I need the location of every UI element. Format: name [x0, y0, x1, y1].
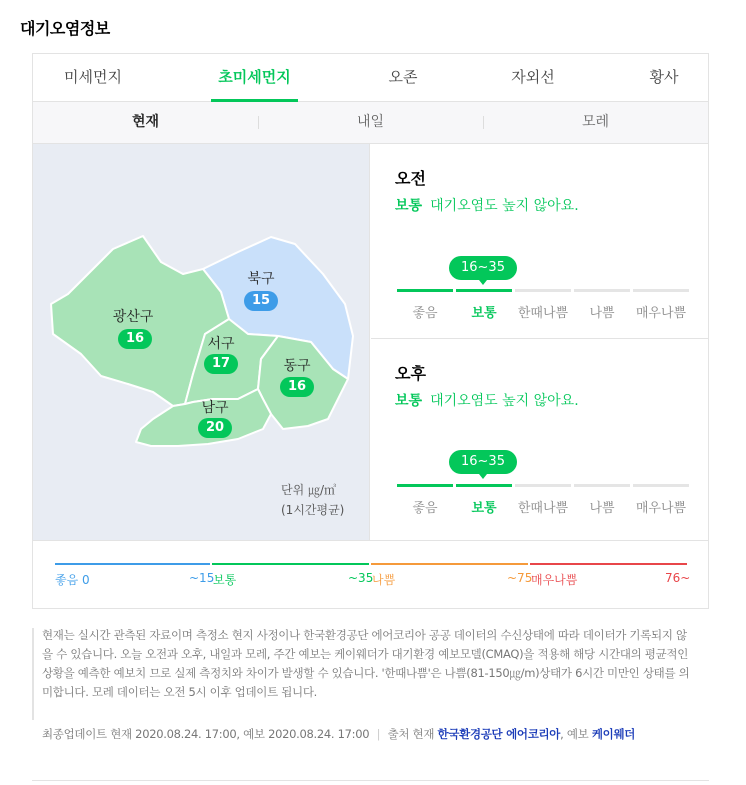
scale-segment-normal [212, 563, 369, 565]
level-bar-normal [456, 289, 512, 292]
scale-label-bad: 나쁨 [372, 573, 396, 587]
tab-ozone[interactable]: 오존 [388, 68, 418, 86]
update-info [42, 725, 682, 744]
status-message: 대기오염도 높지 않아요. [430, 393, 579, 409]
unit-average-text: (1시간평균) [281, 503, 345, 517]
level-bar-bad [574, 484, 630, 487]
district-name-gwangsan: 광산구 [112, 309, 154, 325]
level-bar-sometimes-bad [515, 484, 571, 487]
level-bar-normal [456, 484, 512, 487]
scale-label-good-end: ~15 [189, 571, 215, 585]
district-name-donggu: 동구 [283, 358, 311, 374]
day-tabs [33, 102, 708, 144]
level-label: 한때나쁨 [517, 501, 569, 516]
tab-day-after[interactable]: 모레 [581, 114, 610, 130]
update-timestamp: 최종업데이트 현재 2020.08.24. 17:00, 예보 2020.08.24. 17:00 [42, 727, 370, 741]
scale-label-normal-end: ~35 [348, 571, 374, 585]
level-label: 나쁨 [589, 501, 615, 516]
level-label: 좋음 [412, 501, 438, 516]
source-kweather-link[interactable]: 케이웨더 [591, 727, 636, 741]
unit-text: 단위 ㎍/㎥ [281, 483, 337, 497]
district-badge-gwangsan[interactable]: 16 [118, 329, 152, 349]
level-label-active: 보통 [471, 501, 497, 516]
level-label: 매우나쁨 [635, 501, 687, 516]
period-label: 오전 [395, 169, 426, 188]
status-line [395, 390, 579, 410]
level-bar-bad [574, 289, 630, 292]
forecast-source-label: , 예보 [560, 727, 589, 741]
bottom-divider [32, 780, 709, 781]
tab-pm25[interactable]: 초미세먼지 [211, 54, 298, 102]
unit-label [281, 480, 344, 520]
period-label: 오후 [395, 364, 426, 383]
district-badge-namgu[interactable]: 20 [198, 418, 232, 438]
status-text: 보통 [395, 198, 423, 214]
district-badge-bugu[interactable]: 15 [244, 291, 278, 311]
district-badge-seogu[interactable]: 17 [204, 354, 238, 374]
page-title: 대기오염정보 [20, 19, 110, 38]
note-accent-bar [32, 628, 34, 720]
source-label: 출처 현재 [387, 727, 435, 741]
level-bar-very-bad [633, 484, 689, 487]
tab-tomorrow[interactable]: 내일 [356, 114, 385, 130]
level-label: 나쁨 [589, 306, 615, 321]
separator: | [376, 727, 381, 741]
scale-label-bad-end: ~75 [507, 571, 533, 585]
range-bubble: 16~35 [449, 450, 517, 474]
tab-uv[interactable]: 자외선 [511, 68, 555, 86]
district-name-namgu: 남구 [201, 400, 229, 416]
district-name-seogu: 서구 [207, 336, 235, 352]
level-label: 매우나쁨 [635, 306, 687, 321]
level-scale-legend [33, 540, 708, 608]
scale-label-very-bad: 매우나쁨 [531, 573, 578, 587]
scale-segment-bad [371, 563, 528, 565]
pollutant-tabs [33, 54, 708, 102]
level-bar-good [397, 484, 453, 487]
level-bar-sometimes-bad [515, 289, 571, 292]
scale-label-good-start: 좋음 0 [55, 573, 90, 587]
status-message: 대기오염도 높지 않아요. [430, 198, 579, 214]
tab-pm10[interactable]: 미세먼지 [64, 68, 122, 86]
forecast-morning [371, 144, 708, 338]
air-quality-card [32, 53, 709, 609]
scale-label-very-bad-end: 76~ [665, 571, 691, 585]
source-airkorea-link[interactable]: 한국환경공단 에어코리아 [437, 727, 561, 741]
level-bar-good [397, 289, 453, 292]
range-bubble: 16~35 [449, 256, 517, 280]
tab-yellow-dust[interactable]: 황사 [649, 68, 679, 86]
tab-today[interactable]: 현재 [131, 114, 160, 130]
status-text: 보통 [395, 393, 423, 409]
data-notice: 현재는 실시간 관측된 자료이며 측정소 현지 사정이나 한국환경공단 에어코리아 공공 데이터의 수신상태에 따라 데이터가 기록되지 않을 수 있습니다. 오늘 오전과 오후, 내일과 모레, 주간 예보는 케이웨더가 대기환경 예보모델(CMAQ)을 적용해 해당 시간대의 평균적인 상황을 예측한 예보치 므로 실제 측정치와 차이가 발생할 수 있습니다. '한때나쁨'은 나쁨(81-150㎍/m)상태가 6시간 미만인 상태를 의미합니다. 모레 데이터는 오전 5시 이후 업데이트 됩니다. [42, 628, 690, 699]
level-label: 한때나쁨 [517, 306, 569, 321]
forecast-afternoon [371, 339, 708, 539]
district-map [33, 144, 370, 540]
district-name-bugu: 북구 [247, 271, 275, 287]
level-label: 좋음 [412, 306, 438, 321]
scale-segment-good [55, 563, 210, 565]
scale-label-normal: 보통 [213, 573, 237, 587]
level-bar-very-bad [633, 289, 689, 292]
status-line [395, 195, 579, 215]
scale-segment-very-bad [530, 563, 687, 565]
district-badge-donggu[interactable]: 16 [280, 377, 314, 397]
level-label-active: 보통 [471, 306, 497, 321]
